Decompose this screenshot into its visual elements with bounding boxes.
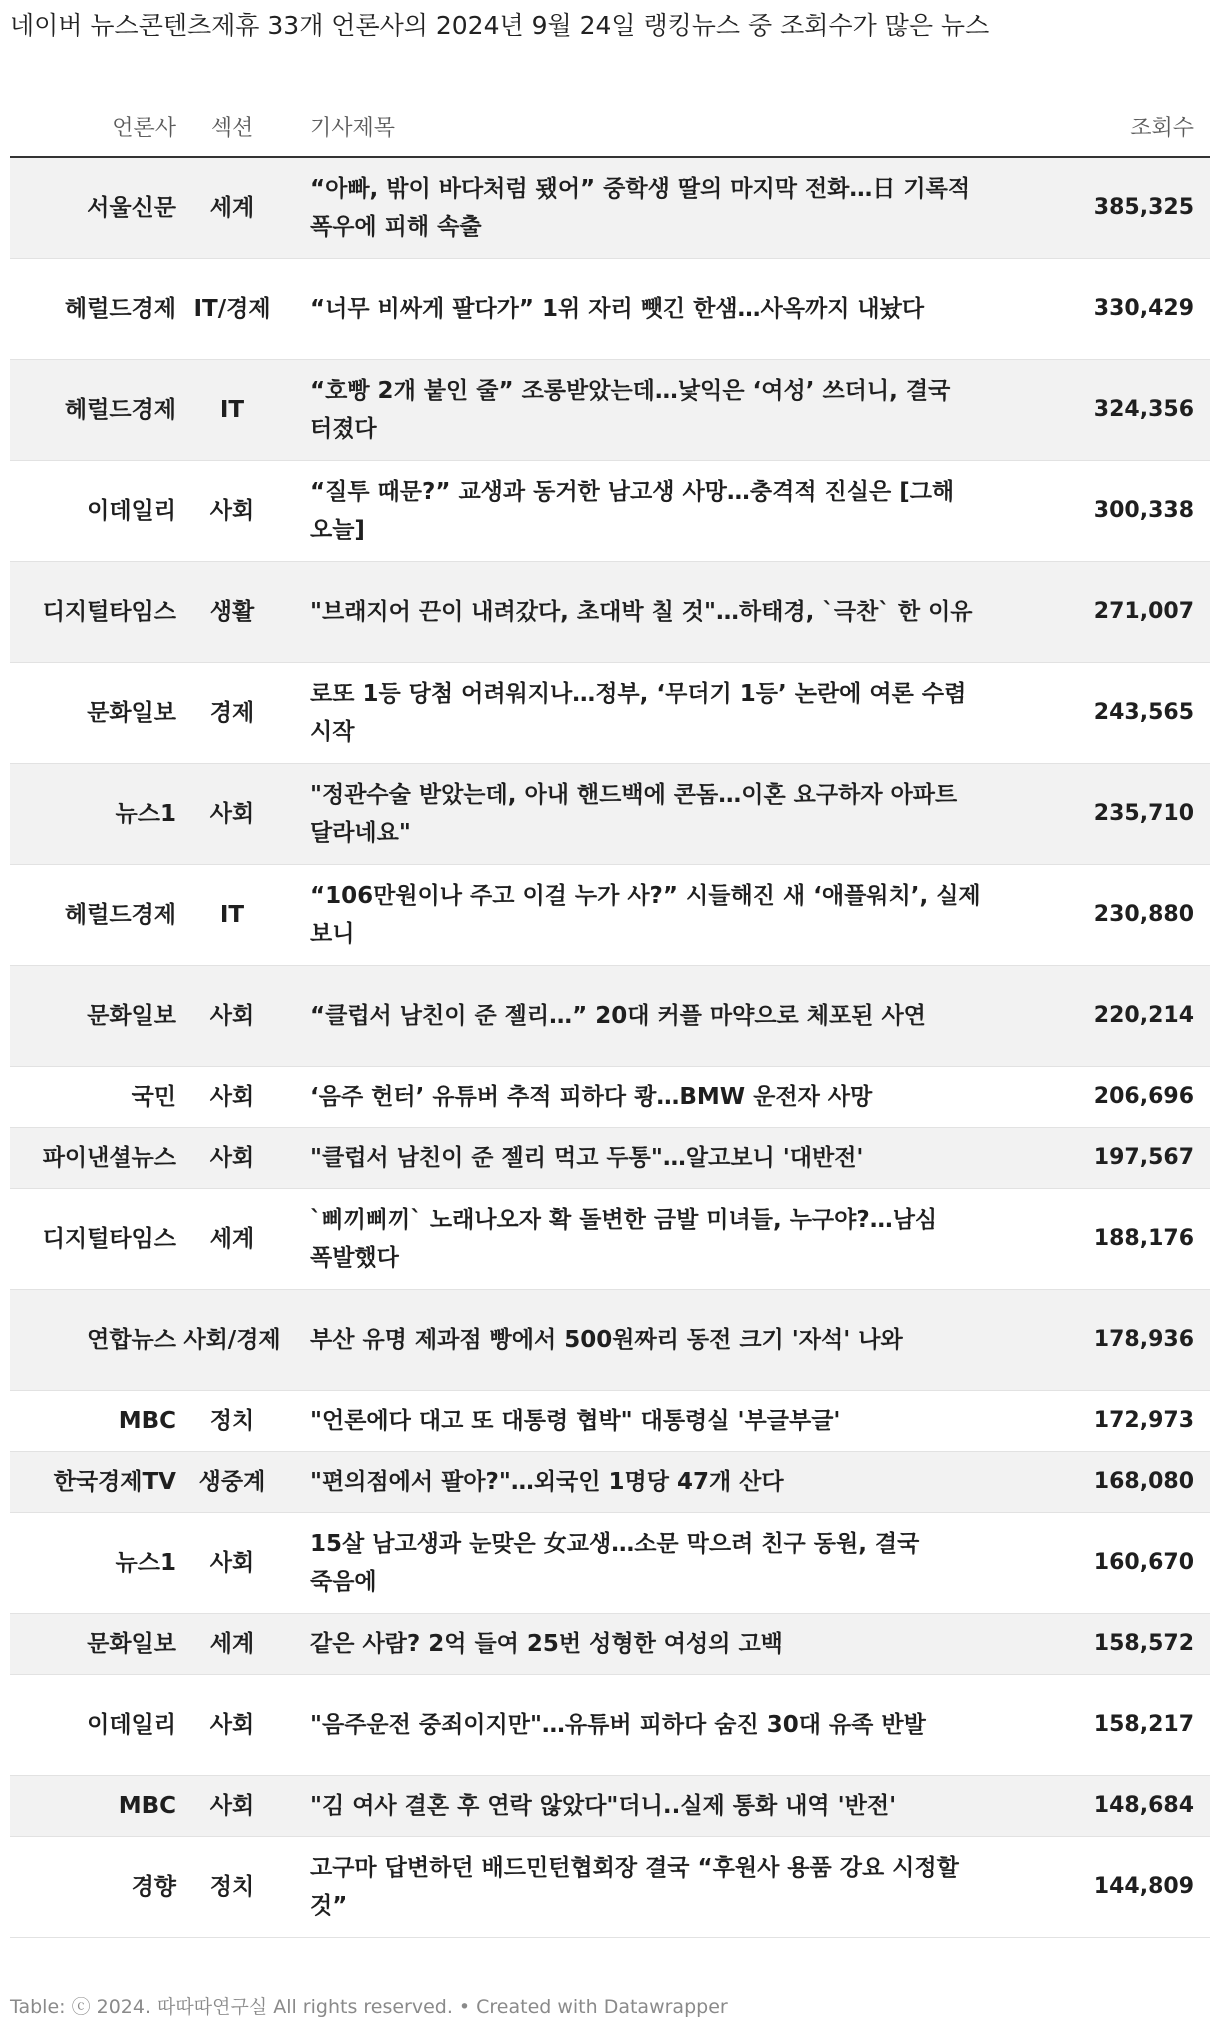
publisher-cell: 한국경제TV — [10, 1452, 176, 1513]
section-cell: IT — [176, 360, 288, 461]
table-body — [10, 157, 1210, 1938]
views-cell: 220,214 — [1018, 966, 1210, 1067]
section-cell: IT/경제 — [176, 259, 288, 360]
section-cell: 생중계 — [176, 1452, 288, 1513]
section-cell: 사회 — [176, 764, 288, 865]
headline-cell: “106만원이나 주고 이걸 누가 사?” 시들해진 새 ‘애플워치’, 실제 보니 — [288, 865, 1018, 966]
table-row — [10, 1128, 1210, 1189]
section-cell: 사회 — [176, 1128, 288, 1189]
views-cell: 243,565 — [1018, 663, 1210, 764]
headline-cell: "브래지어 끈이 내려갔다, 초대박 칠 것"…하태경, `극찬` 한 이유 — [288, 562, 1018, 663]
section-cell: 사회/경제 — [176, 1290, 288, 1391]
section-cell: 사회 — [176, 461, 288, 562]
footer-separator: • — [458, 1996, 471, 2018]
views-cell: 178,936 — [1018, 1290, 1210, 1391]
table-row — [10, 1290, 1210, 1391]
section-cell: 사회 — [176, 1675, 288, 1776]
headline-cell: 15살 남고생과 눈맞은 女교생…소문 막으려 친구 동원, 결국 죽음에 — [288, 1513, 1018, 1614]
views-cell: 230,880 — [1018, 865, 1210, 966]
headline-cell: 고구마 답변하던 배드민턴협회장 결국 “후원사 용품 강요 시정할 것” — [288, 1837, 1018, 1938]
publisher-cell: MBC — [10, 1391, 176, 1452]
table-row — [10, 1513, 1210, 1614]
section-cell: 세계 — [176, 1189, 288, 1290]
headline-cell: “질투 때문?” 교생과 동거한 남고생 사망…충격적 진실은 [그해 오늘] — [288, 461, 1018, 562]
table-row — [10, 259, 1210, 360]
headline-cell: "정관수술 받았는데, 아내 핸드백에 콘돔…이혼 요구하자 아파트 달라네요" — [288, 764, 1018, 865]
publisher-cell: 경향 — [10, 1837, 176, 1938]
footer-source: Table: ⓒ 2024. 따따따연구실 All rights reserved. — [10, 1996, 453, 2018]
chart-title: 네이버 뉴스콘텐츠제휴 33개 언론사의 2024년 9월 24일 랭킹뉴스 중 조회수가 많은 뉴스 — [10, 11, 990, 40]
views-cell: 188,176 — [1018, 1189, 1210, 1290]
section-cell: 사회 — [176, 1776, 288, 1837]
headline-cell: "클럽서 남친이 준 젤리 먹고 두통"…알고보니 '대반전' — [288, 1128, 1018, 1189]
headline-cell: 로또 1등 당첨 어려워지나…정부, ‘무더기 1등’ 논란에 여론 수렴 시작 — [288, 663, 1018, 764]
news-table — [10, 96, 1210, 1938]
headline-cell: `삐끼삐끼` 노래나오자 확 돌변한 금발 미녀들, 누구야?…남심 폭발했다 — [288, 1189, 1018, 1290]
headline-cell: “아빠, 밖이 바다처럼 됐어” 중학생 딸의 마지막 전화…日 기록적 폭우에 피해 속출 — [288, 157, 1018, 259]
views-cell: 271,007 — [1018, 562, 1210, 663]
views-cell: 144,809 — [1018, 1837, 1210, 1938]
section-cell: 경제 — [176, 663, 288, 764]
section-cell: 정치 — [176, 1391, 288, 1452]
publisher-cell: MBC — [10, 1776, 176, 1837]
section-cell: IT — [176, 865, 288, 966]
section-cell: 세계 — [176, 1614, 288, 1675]
headline-cell: 같은 사람? 2억 들여 25번 성형한 여성의 고백 — [288, 1614, 1018, 1675]
views-cell: 206,696 — [1018, 1067, 1210, 1128]
table-row — [10, 1614, 1210, 1675]
headline-cell: 부산 유명 제과점 빵에서 500원짜리 동전 크기 '자석' 나와 — [288, 1290, 1018, 1391]
views-cell: 385,325 — [1018, 157, 1210, 259]
publisher-cell: 연합뉴스 — [10, 1290, 176, 1391]
table-row — [10, 1837, 1210, 1938]
publisher-cell: 디지털타임스 — [10, 1189, 176, 1290]
header-section[interactable]: 섹션 — [176, 96, 288, 157]
section-cell: 사회 — [176, 1513, 288, 1614]
publisher-cell: 헤럴드경제 — [10, 259, 176, 360]
table-row — [10, 966, 1210, 1067]
views-cell: 197,567 — [1018, 1128, 1210, 1189]
headline-cell: ‘음주 헌터’ 유튜버 추적 피하다 쾅…BMW 운전자 사망 — [288, 1067, 1018, 1128]
table-row — [10, 865, 1210, 966]
table-row — [10, 461, 1210, 562]
header-headline[interactable]: 기사제목 — [288, 96, 1018, 157]
headline-cell: "김 여사 결혼 후 연락 않았다"더니..실제 통화 내역 '반전' — [288, 1776, 1018, 1837]
footer-credit[interactable]: Created with Datawrapper — [476, 1996, 728, 2018]
table-row — [10, 663, 1210, 764]
views-cell: 158,217 — [1018, 1675, 1210, 1776]
section-cell: 사회 — [176, 966, 288, 1067]
table-row — [10, 1452, 1210, 1513]
publisher-cell: 문화일보 — [10, 966, 176, 1067]
section-cell: 사회 — [176, 1067, 288, 1128]
header-views[interactable]: 조회수 — [1018, 96, 1210, 157]
publisher-cell: 뉴스1 — [10, 1513, 176, 1614]
headline-cell: "음주운전 중죄이지만"…유튜버 피하다 숨진 30대 유족 반발 — [288, 1675, 1018, 1776]
views-cell: 235,710 — [1018, 764, 1210, 865]
publisher-cell: 문화일보 — [10, 663, 176, 764]
table-row — [10, 1189, 1210, 1290]
headline-cell: “호빵 2개 붙인 줄” 조롱받았는데…낯익은 ‘여성’ 쓰더니, 결국 터졌다 — [288, 360, 1018, 461]
publisher-cell: 헤럴드경제 — [10, 360, 176, 461]
table-row — [10, 1067, 1210, 1128]
header-row — [10, 96, 1210, 157]
publisher-cell: 이데일리 — [10, 1675, 176, 1776]
publisher-cell: 파이낸셜뉴스 — [10, 1128, 176, 1189]
headline-cell: “너무 비싸게 팔다가” 1위 자리 뺏긴 한샘…사옥까지 내놨다 — [288, 259, 1018, 360]
views-cell: 324,356 — [1018, 360, 1210, 461]
views-cell: 148,684 — [1018, 1776, 1210, 1837]
views-cell: 160,670 — [1018, 1513, 1210, 1614]
header-publisher[interactable]: 언론사 — [10, 96, 176, 157]
publisher-cell: 문화일보 — [10, 1614, 176, 1675]
section-cell: 생활 — [176, 562, 288, 663]
table-row — [10, 360, 1210, 461]
table-row — [10, 1675, 1210, 1776]
table-header — [10, 96, 1210, 157]
section-cell: 정치 — [176, 1837, 288, 1938]
headline-cell: "편의점에서 팔아?"…외국인 1명당 47개 산다 — [288, 1452, 1018, 1513]
headline-cell: “클럽서 남친이 준 젤리…” 20대 커플 마약으로 체포된 사연 — [288, 966, 1018, 1067]
headline-cell: "언론에다 대고 또 대통령 협박" 대통령실 '부글부글' — [288, 1391, 1018, 1452]
views-cell: 330,429 — [1018, 259, 1210, 360]
table-row — [10, 1391, 1210, 1452]
section-cell: 세계 — [176, 157, 288, 259]
table-row — [10, 1776, 1210, 1837]
footer — [10, 1992, 728, 2019]
views-cell: 300,338 — [1018, 461, 1210, 562]
publisher-cell: 뉴스1 — [10, 764, 176, 865]
views-cell: 168,080 — [1018, 1452, 1210, 1513]
views-cell: 158,572 — [1018, 1614, 1210, 1675]
publisher-cell: 헤럴드경제 — [10, 865, 176, 966]
publisher-cell: 서울신문 — [10, 157, 176, 259]
chart-container — [10, 0, 1210, 1938]
table-row — [10, 562, 1210, 663]
publisher-cell: 디지털타임스 — [10, 562, 176, 663]
publisher-cell: 이데일리 — [10, 461, 176, 562]
publisher-cell: 국민 — [10, 1067, 176, 1128]
table-row — [10, 764, 1210, 865]
views-cell: 172,973 — [1018, 1391, 1210, 1452]
table-row — [10, 157, 1210, 259]
